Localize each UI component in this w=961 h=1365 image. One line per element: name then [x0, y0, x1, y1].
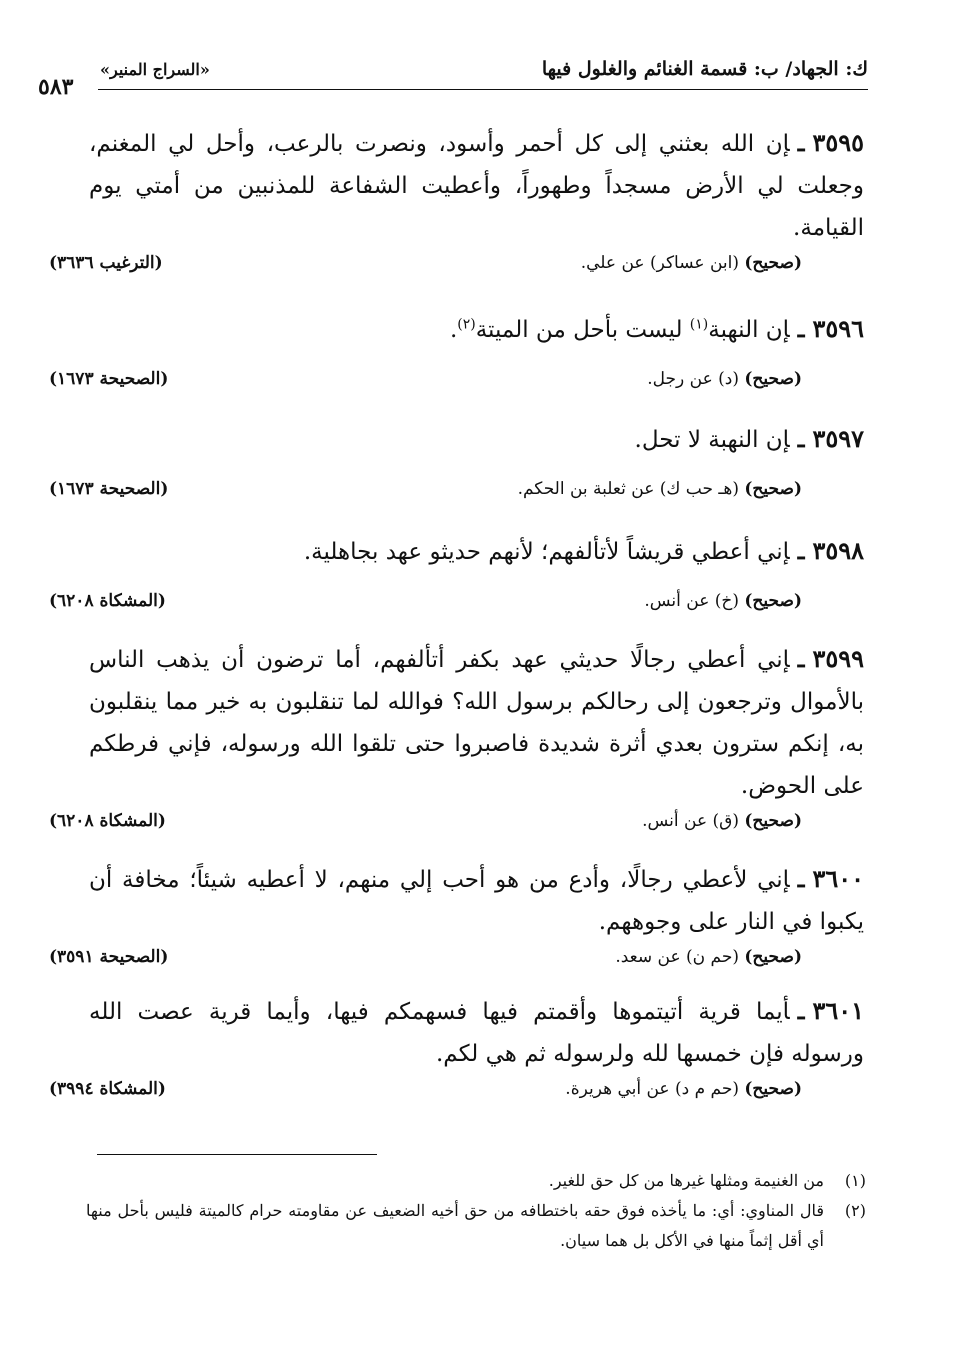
hadith-entry: [49, 990, 864, 1109]
hadith-citation: [49, 253, 864, 283]
footnote: [86, 1196, 866, 1256]
source-reference: (المشكاة ٦٢٠٨): [49, 591, 166, 611]
hadith-text: ٣٥٩٥ـإن الله بعثني إلى كل أحمر وأسود، ونصرت بالرعب، وأحل لي المغنم، وجعلت لي الأرض مسجداً وطهوراً، وأعطيت الشفاعة للمذنبين من أمتي يوم القيامة.: [89, 128, 864, 241]
hadith-citation: [49, 811, 864, 841]
narration: (حم م د) عن أبي هريرة.: [565, 1079, 739, 1099]
hadith-text: ٣٥٩٦ـإن النهبة$^{(١)}$ ليست بأحل من الميتة$^{(٢)}$.: [449, 314, 864, 343]
grade: (صحيح): [744, 369, 802, 389]
hadith-number: ٣٥٩٧: [812, 424, 864, 453]
hadith-text: ٣٥٩٧ـإن النهبة لا تحل.: [634, 424, 864, 453]
footnote-marker[interactable]: (١): [689, 316, 709, 333]
source-reference: (الترغيب ٣٦٣٦): [49, 253, 163, 273]
header-rule: [98, 89, 868, 90]
hadith-citation: [49, 591, 864, 621]
hadith-text: ٣٦٠٠ـإني لأعطي رجالًا، وأدع من هو أحب إلي منهم، لا أعطيه شيئاً؛ مخافة أن يكبوا في النار على وجوههم.: [89, 864, 864, 935]
hadith-entry: [49, 308, 864, 399]
hadith-entry: [49, 122, 864, 283]
hadith-text: ٣٦٠١ـأيما قرية أتيتموها وأقمتم فيها فسهمكم فيها، وأيما قرية عصت الله ورسوله فإن خمسها لله ولرسوله ثم هي لكم.: [89, 996, 864, 1067]
narration: (ق) عن أنس.: [642, 811, 739, 831]
grade: (صحيح): [744, 1079, 802, 1099]
footnotes: [86, 1166, 866, 1256]
grade: (صحيح): [744, 591, 802, 611]
hadith-number: ٣٦٠١: [812, 996, 864, 1025]
narration: (د) عن رجل.: [647, 369, 739, 389]
book-title: «السراج المنير»: [100, 60, 210, 79]
narration: (خ) عن أنس.: [644, 591, 739, 611]
grade: (صحيح): [744, 947, 802, 967]
chapter-title: ك: الجهاد/ ب: قسمة الغنائم والغلول فيها: [541, 58, 868, 80]
hadith-entry: [49, 638, 864, 841]
hadith-entry: [49, 418, 864, 509]
hadith-citation: [49, 369, 864, 399]
narration: (هـ حب ك) عن ثعلبة بن الحكم.: [517, 479, 739, 499]
hadith-entry: [49, 858, 864, 977]
hadith-text: ٣٥٩٩ـإني أعطي رجالًا حديثي عهد بكفر أتألفهم، أما ترضون أن يذهب الناس بالأموال وترجعون إلى رحالكم برسول الله؟ فوالله لما تنقلبون به خير مما ينقلبون به، إنكم سترون بعدي أثرة شديدة فاصبروا حتى تلقوا الله ورسوله، فإني فرطكم على الحوض.: [89, 644, 864, 799]
narration: (حم ن) عن سعد.: [615, 947, 739, 967]
footnote-text: من الغنيمة ومثلها غيرها من كل حق للغير.: [548, 1171, 824, 1190]
footnote-marker[interactable]: (٢): [457, 316, 476, 333]
hadith-number: ٣٥٩٨: [812, 536, 864, 565]
grade: (صحيح): [744, 811, 802, 831]
hadith-text: ٣٥٩٨ـإني أعطي قريشاً لأتألفهم؛ لأنهم حديثو عهد بجاهلية.: [303, 536, 864, 565]
footnote-text: قال المناوي: أي: ما يأخذه فوق حقه باختطافه من حق أخيه الضعيف عن مقاومته حرام كالميتة فليس بأحل منها أي أقل إثماً منها في الأكل بل هما سيان.: [86, 1201, 825, 1250]
hadith-number: ٣٥٩٥: [812, 128, 864, 157]
source-reference: (المشكاة ٣٩٩٤): [49, 1079, 166, 1099]
hadith-entry: [49, 530, 864, 621]
source-reference: (المشكاة ٦٢٠٨): [49, 811, 166, 831]
footnote-number: (٢): [844, 1201, 866, 1220]
hadith-number: ٣٥٩٦: [812, 314, 864, 343]
narration: (ابن عساكر) عن علي.: [580, 253, 739, 273]
page-header: [38, 58, 868, 98]
hadith-citation: [49, 479, 864, 509]
footnote-number: (١): [844, 1171, 866, 1190]
footnote: [86, 1166, 866, 1196]
source-reference: (الصحيحة ٣٥٩١): [49, 947, 169, 967]
hadith-number: ٣٦٠٠: [812, 864, 864, 893]
page-number: ٥٨٣: [38, 74, 74, 100]
hadith-citation: [49, 947, 864, 977]
hadith-citation: [49, 1079, 864, 1109]
footnote-rule: [97, 1154, 377, 1155]
source-reference: (الصحيحة ١٦٧٣): [49, 369, 169, 389]
grade: (صحيح): [744, 253, 802, 273]
hadith-number: ٣٥٩٩: [812, 644, 864, 673]
grade: (صحيح): [744, 479, 802, 499]
source-reference: (الصحيحة ١٦٧٣): [49, 479, 169, 499]
